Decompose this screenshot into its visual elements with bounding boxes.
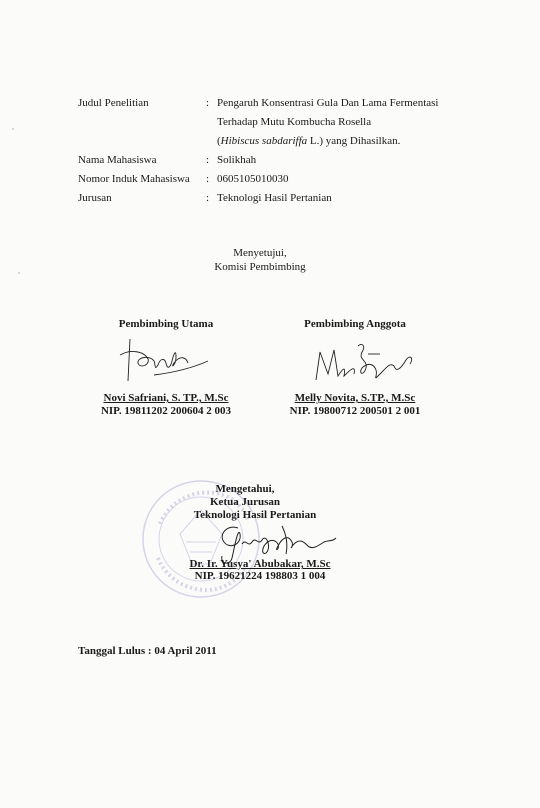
label-judul: Judul Penelitian xyxy=(78,97,149,109)
head-name: Dr. Ir. Yusya' Abubakar, M.Sc xyxy=(189,558,331,570)
head-nip: NIP. 19621224 198803 1 004 xyxy=(194,570,326,582)
head-line-3: Teknologi Hasil Pertanian xyxy=(193,509,317,521)
supervisor-2-signature xyxy=(310,340,420,384)
research-title-line-1: Pengaruh Konsentrasi Gula Dan Lama Fermentasi xyxy=(217,97,439,109)
supervisor-1-role: Pembimbing Utama xyxy=(118,318,214,330)
research-title-line-3: (Hibiscus sabdariffa L.) yang Dihasilkan. xyxy=(217,135,401,147)
student-id: 0605105010030 xyxy=(217,173,289,185)
department: Teknologi Hasil Pertanian xyxy=(217,192,332,204)
student-name: Solikhah xyxy=(217,154,257,166)
colon: : xyxy=(206,173,210,185)
head-line-2: Ketua Jurusan xyxy=(210,496,280,508)
colon: : xyxy=(206,97,210,109)
head-line-1: Mengetahui, xyxy=(215,483,275,495)
supervisor-1-name: Novi Safriani, S. TP., M.Sc xyxy=(103,392,229,404)
approval-line-2: Komisi Pembimbing xyxy=(214,261,306,273)
supervisor-2-nip: NIP. 19800712 200501 2 001 xyxy=(289,405,421,417)
supervisor-2-name: Melly Novita, S.TP., M.Sc xyxy=(294,392,416,404)
approval-line-1: Menyetujui, xyxy=(233,247,287,259)
scan-speck xyxy=(12,128,14,130)
supervisor-2-role: Pembimbing Anggota xyxy=(304,318,406,330)
supervisor-1-nip: NIP. 19811202 200604 2 003 xyxy=(100,405,232,417)
colon: : xyxy=(206,192,210,204)
graduation-date: Tanggal Lulus : 04 April 2011 xyxy=(78,645,217,657)
label-nim: Nomor Induk Mahasiswa xyxy=(78,173,190,185)
research-title-line-2: Terhadap Mutu Kombucha Rosella xyxy=(217,116,372,128)
species-name: Hibiscus sabdariffa xyxy=(220,135,308,147)
supervisor-1-signature xyxy=(110,335,220,385)
label-nama: Nama Mahasiswa xyxy=(78,154,157,166)
label-jurusan: Jurusan xyxy=(78,192,112,204)
colon: : xyxy=(206,154,210,166)
scan-speck xyxy=(18,272,20,274)
